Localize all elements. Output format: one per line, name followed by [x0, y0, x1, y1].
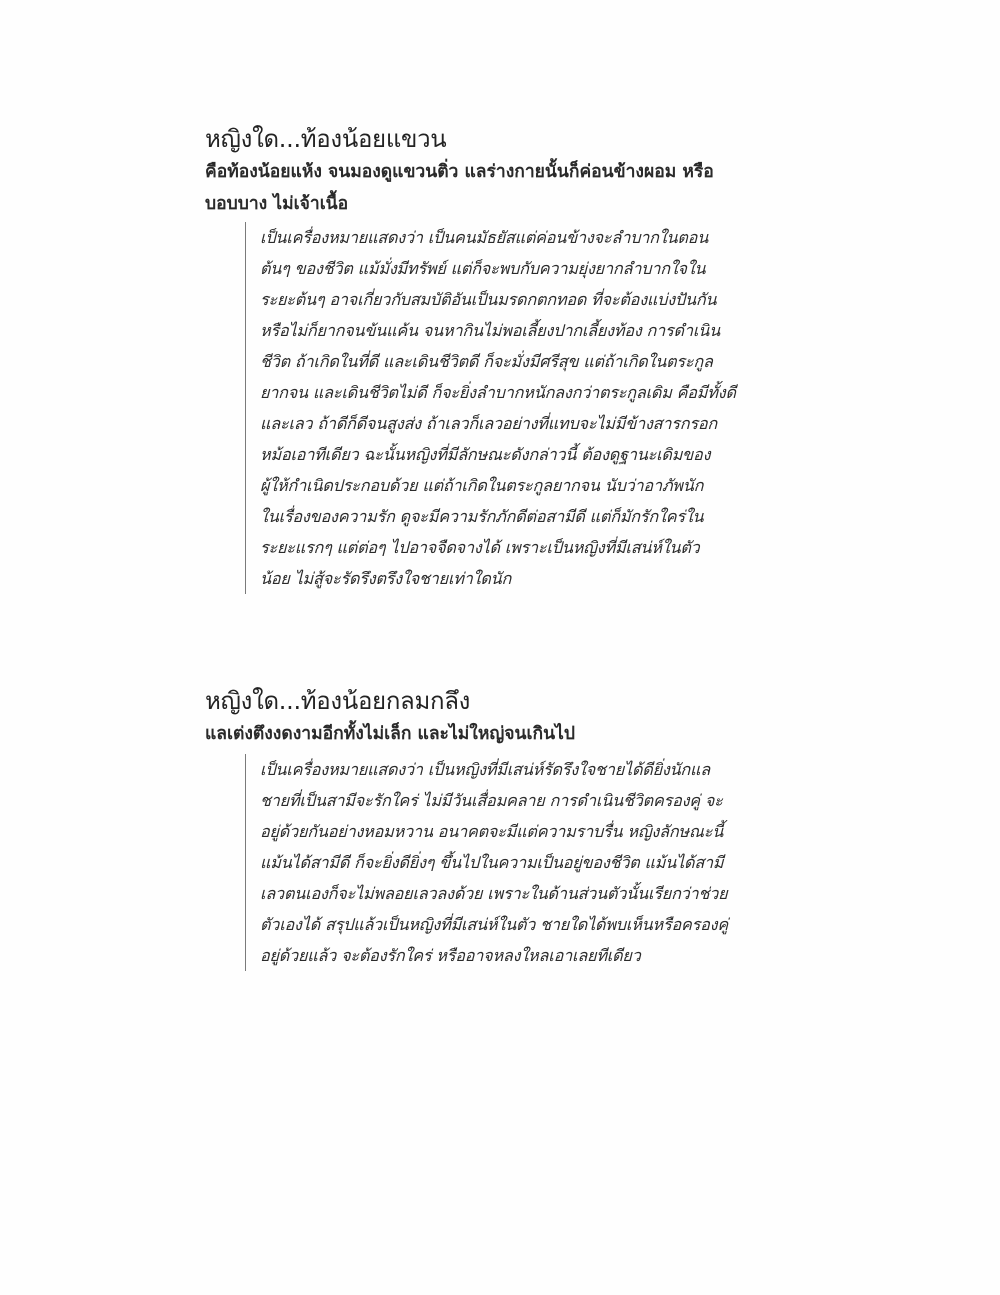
body-line: ในเรื่องของความรัก ดูจะมีความรักภักดีต่อสามีดี แต่ก็มักรักใคร่ใน	[260, 507, 704, 526]
section-subheading	[205, 156, 805, 220]
section-round-lower-belly	[205, 684, 805, 971]
section-body	[245, 222, 805, 594]
section-heading: หญิงใด...ท้องน้อยแขวน	[205, 125, 447, 153]
body-line: ยากจน และเดินชีวิตไม่ดี ก็จะยิ่งลำบากหนักลงกว่าตระกูลเดิม คือมีทั้งดี	[260, 383, 736, 402]
body-line: อยู่ด้วยกันอย่างหอมหวาน อนาคตจะมีแต่ความราบรื่น หญิงลักษณะนี้	[260, 822, 724, 841]
body-line: ระยะแรกๆ แต่ต่อๆ ไปอาจจืดจางได้ เพราะเป็นหญิงที่มีเสน่ห์ในตัว	[260, 538, 700, 557]
body-line: แม้นได้สามีดี ก็จะยิ่งดียิ่งๆ ขึ้นไปในความเป็นอยู่ของชีวิต แม้นได้สามี	[260, 853, 724, 872]
body-line: ชายที่เป็นสามีจะรักใคร่ ไม่มีวันเสื่อมคลาย การดำเนินชีวิตครองคู่ จะ	[260, 791, 723, 810]
body-line: ตัวเองได้ สรุปแล้วเป็นหญิงที่มีเสน่ห์ในตัว ชายใดได้พบเห็นหรือครองคู่	[260, 915, 729, 934]
body-line: ระยะต้นๆ อาจเกี่ยวกับสมบัติอันเป็นมรดกตกทอด ที่จะต้องแบ่งปันกัน	[260, 290, 717, 309]
section-body	[245, 754, 805, 971]
body-line: ผู้ให้กำเนิดประกอบด้วย แต่ถ้าเกิดในตระกูลยากจน นับว่าอาภัพนัก	[260, 476, 704, 495]
subheading-line: คือท้องน้อยแห้ง จนมองดูแขวนติ่ว แลร่างกายนั้นก็ค่อนข้างผอม หรือ	[205, 162, 714, 182]
body-line: เป็นเครื่องหมายแสดงว่า เป็นหญิงที่มีเสน่ห์รัดรึงใจชายได้ดียิ่งนักแล	[260, 760, 710, 779]
body-line: หม้อเอาทีเดียว ฉะนั้นหญิงที่มีลักษณะดังกล่าวนี้ ต้องดูฐานะเดิมของ	[260, 445, 711, 464]
subheading-line: บอบบาง ไม่เจ้าเนื้อ	[205, 194, 349, 214]
body-line: เลวตนเองก็จะไม่พลอยเลวลงด้วย เพราะในด้านส่วนตัวนั้นเรียกว่าช่วย	[260, 884, 728, 903]
body-line: เป็นเครื่องหมายแสดงว่า เป็นคนมัธยัสแต่ค่อนข้างจะลำบากในตอน	[260, 228, 709, 247]
section-subheading	[205, 718, 805, 750]
body-line: อยู่ด้วยแล้ว จะต้องรักใคร่ หรืออาจหลงใหลเอาเลยทีเดียว	[260, 946, 641, 965]
section-heading: หญิงใด...ท้องน้อยกลมกลึง	[205, 687, 471, 715]
body-line: ชีวิต ถ้าเกิดในที่ดี และเดินชีวิตดี ก็จะมั่งมีศรีสุข แต่ถ้าเกิดในตระกูล	[260, 352, 713, 371]
subheading-line: แลเต่งตึงงดงามอีกทั้งไม่เล็ก และไม่ใหญ่จนเกินไป	[205, 724, 575, 744]
body-line: ต้นๆ ของชีวิต แม้มั่งมีทรัพย์ แต่ก็จะพบกับความยุ่งยากลำบากใจใน	[260, 259, 706, 278]
body-line: และเลว ถ้าดีก็ดีจนสูงส่ง ถ้าเลวก็เลวอย่างที่แทบจะไม่มีข้างสารกรอก	[260, 414, 717, 433]
body-line: หรือไม่ก็ยากจนข้นแค้น จนหากินไม่พอเลี้ยงปากเลี้ยงท้อง การดำเนิน	[260, 321, 720, 340]
body-line: น้อย ไม่สู้จะรัดรึงตรึงใจชายเท่าใดนัก	[260, 569, 512, 588]
section-hanging-lower-belly	[205, 122, 805, 594]
